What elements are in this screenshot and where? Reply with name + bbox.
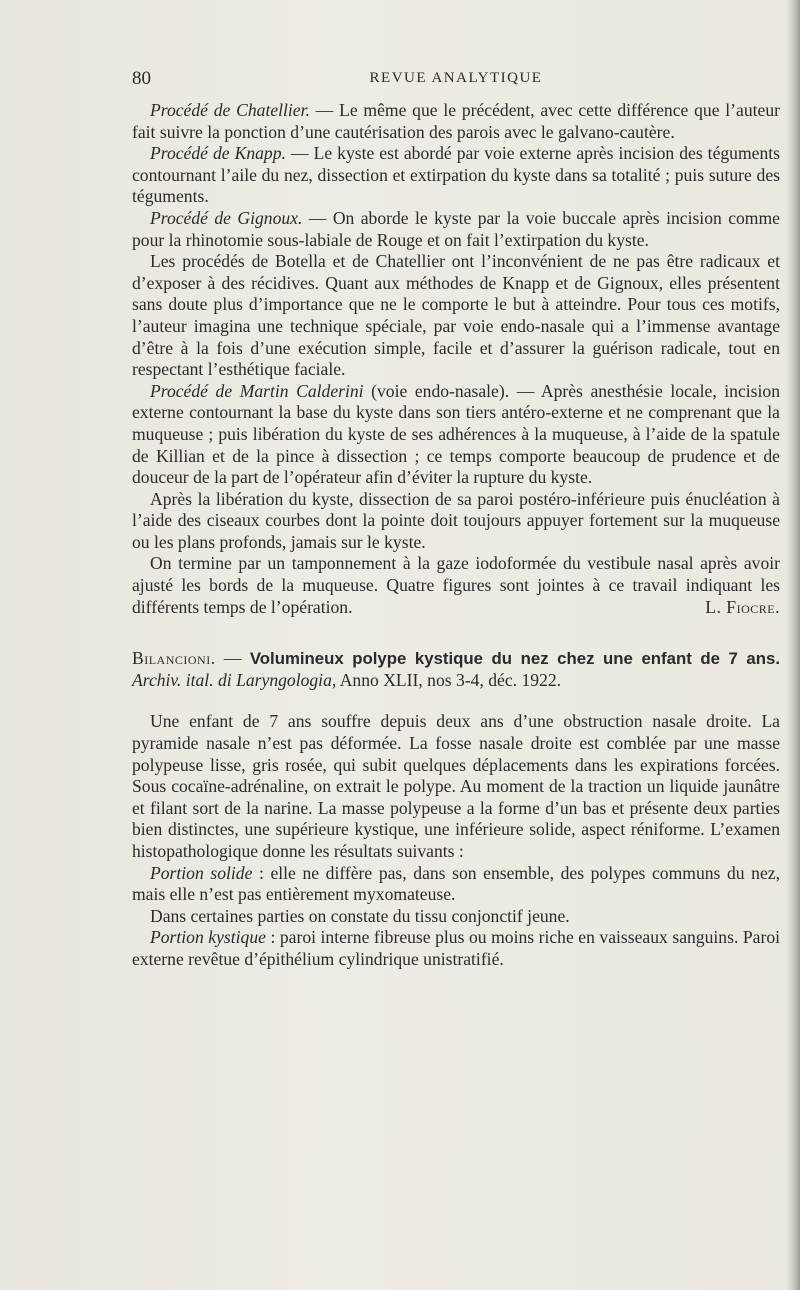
page-number: 80 <box>132 68 151 89</box>
paragraph-lead: Procédé de Knapp. <box>150 143 286 164</box>
paragraph-lead: Portion kystique <box>150 927 266 948</box>
body-text <box>132 100 780 971</box>
journal-details: Anno XLII, nos 3-4, déc. 1922. <box>336 669 562 690</box>
article-heading <box>132 648 780 691</box>
running-title: REVUE ANALYTIQUE <box>369 70 543 86</box>
paragraph-lead: Procédé de Chatellier. <box>150 100 310 120</box>
paragraph-lead: Procédé de Gignoux. <box>150 207 303 228</box>
reviewer-signature: L. Fiocre. <box>705 596 780 617</box>
paragraph-text: — Le kyste est abordé par voie externe après incision des téguments contournant l’aile du nez, dissection et extirpation du kyste dans sa totalité ; puis suture des téguments. <box>132 143 781 207</box>
paragraph-text: On termine par un tamponnement à la gaze iodoformée du vestibule nasal après avoir ajusté les bords de la muqueuse. Quatre figures sont jointes à ce travail indiquant les différents temps de l’opération. <box>132 553 780 617</box>
paragraph-text: : paroi interne fibreuse plus ou moins riche en vaisseaux sanguins. Paroi externe revêtue d’épithélium cylindrique unistratifié. <box>132 927 780 969</box>
paragraph-lead: Portion solide <box>150 862 253 883</box>
paragraph-text: Dans certaines parties on constate du tissu conjonctif jeune. <box>150 905 570 926</box>
paragraph <box>132 711 780 862</box>
page-edge-shadow <box>786 0 800 1290</box>
paragraph-text: Les procédés de Botella et de Chatellier ont l’inconvénient de ne pas être radicaux et d’exposer à des récidives. Quant aux méthodes de Knapp et de Gignoux, elles présentent sans doute plus d’importance que ne le comporte le but à atteindre. Pour tous ces motifs, l’auteur imagina une technique spéciale, par voie endo-nasale qui a l’immense avantage d’être à la fois d’une exécution simple, facile et d’assurer la guérison radicale, tout en respectant l’esthétique faciale. <box>132 251 780 380</box>
paragraph-lead: Procédé de Martin Calderini <box>150 380 364 401</box>
heading-dash: — <box>215 648 250 669</box>
paragraph <box>132 100 780 143</box>
page-header <box>132 68 780 94</box>
paragraph-text: — Le même que le précédent, avec cette différence que l’auteur fait suivre la ponction d’une cautérisation des parois avec le galvano-cautère. <box>132 100 780 142</box>
paragraph <box>132 906 780 928</box>
paragraph <box>132 251 780 381</box>
paragraph-text: Après la libération du kyste, dissection de sa paroi postéro-inférieure puis énucléation à l’aide des ciseaux courbes dont la pointe doit toujours appuyer fortement sur la muqueuse ou les plans profonds, jamais sur le kyste. <box>132 488 780 552</box>
paragraph-text: (voie endo-nasale). — Après anesthésie locale, incision externe contournant la base du kyste dans son tiers antéro-externe et ne comprenant que la muqueuse ; puis libération du kyste de ses adhérences à la muqueuse, à l’aide de la spatule de Killian et de la pince à dissection ; ce temps comporte beaucoup de prudence et de douceur de la part de l’opérateur afin d’éviter la rupture du kyste. <box>132 380 780 488</box>
paragraph-text: — On aborde le kyste par la voie buccale après incision comme pour la rhinotomie sous-labiale de Rouge et on fait l’extirpation du kyste. <box>132 207 780 250</box>
journal-name: Archiv. ital. di Laryngologia, <box>132 669 337 690</box>
paragraph-text: : elle ne diffère pas, dans son ensemble, des polypes communs du nez, mais elle n’est pas entièrement myxomateuse. <box>132 862 780 905</box>
article-author: Bilancioni. <box>132 648 216 669</box>
closing-paragraph <box>132 553 780 618</box>
paragraph <box>132 863 780 906</box>
paragraph <box>132 208 780 251</box>
article-title: Volumineux polype kystique du nez chez une enfant de 7 ans. <box>249 649 780 669</box>
paragraph <box>132 381 780 489</box>
paragraph <box>132 143 780 208</box>
paragraph <box>132 927 780 970</box>
paragraph <box>132 489 780 554</box>
paragraph-text: Une enfant de 7 ans souffre depuis deux ans d’une obstruction nasale droite. La pyramide nasale n’est pas déformée. La fosse nasale droite est comblée par une masse polypeuse lisse, gris rosée, qui subit quelques déplacements dans les expirations forcées. Sous cocaïne-adrénaline, on extrait le polype. Au moment de la traction un liquide jaunâtre et filant sort de la narine. La masse polypeuse a la forme d’un bas et présente deux parties bien distinctes, une supérieure kystique, une inférieure solide, aspect réniforme. L’examen histopathologique donne les résultats suivants : <box>132 711 780 861</box>
